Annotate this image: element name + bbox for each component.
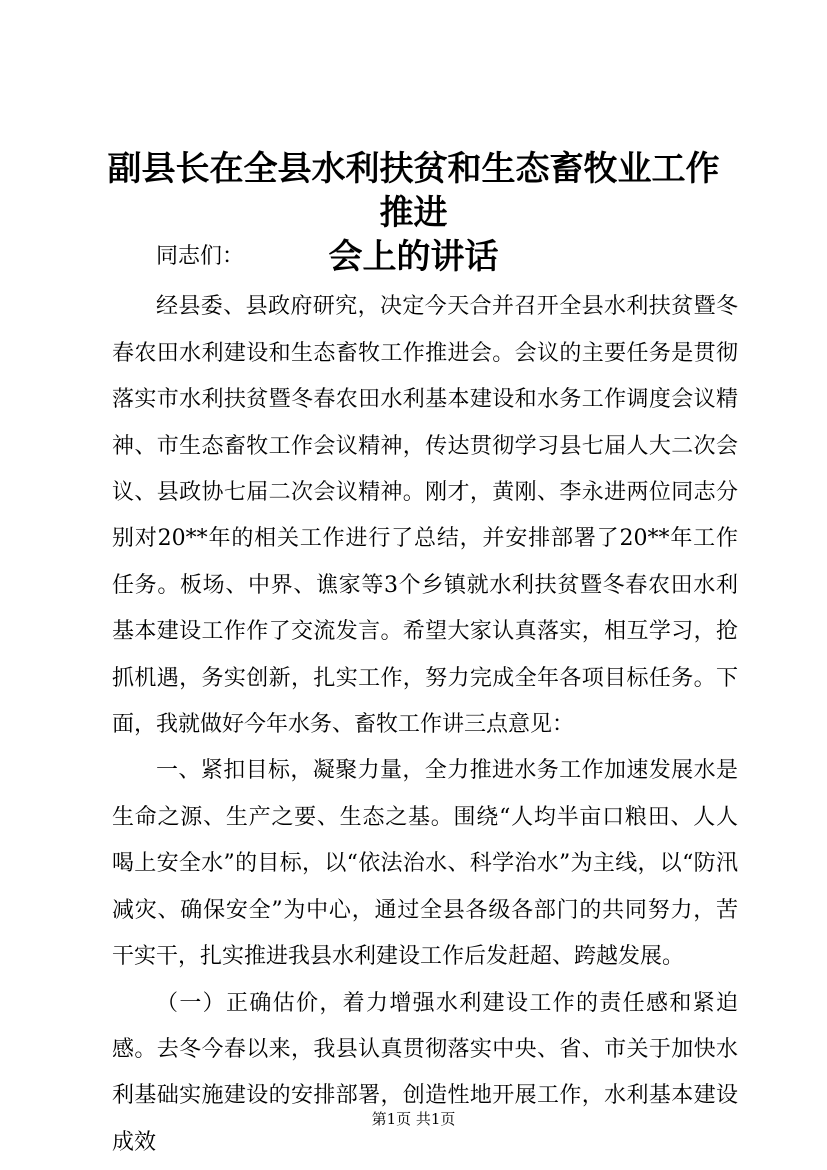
title-line-2: 会上的讲话 [328,237,499,277]
paragraph-section-1: 一、紧扣目标，凝聚力量，全力推进水务工作加速发展水是生命之源、生产之要、生态之基。围绕“人均半亩口粮田、人人喝上安全水”的目标，以“依法治水、科学治水”为主线，以“防汛减灾、确保安全”为中心，通过全县各级各部门的共同努力，苦干实干，扎实推进我县水利建设工作后发赶超、跨越发展。 [112,758,738,970]
paragraph-subsection-1: （一）正确估价，着力增强水利建设工作的责任感和紧迫感。去冬今春以来，我县认真贯彻落实中央、省、市关于加快水利基础实施建设的安排部署，创造性地开展工作，水利基本建设成效 [112,990,738,1155]
page-footer: 第1页 共1页 [371,1110,456,1128]
greeting: 同志们： [156,244,245,269]
paragraph-intro: 经县委、县政府研究，决定今天合并召开全县水利扶贫暨冬春农田水利建设和生态畜牧工作推进会。会议的主要任务是贯彻落实市水利扶贫暨冬春农田水利基本建设和水务工作调度会议精神、市生态畜牧工作会议精神，传达贯彻学习县七届人大二次会议、县政协七届二次会议精神。刚才，黄刚、李永进两位同志分别对20**年的相关工作进行了总结，并安排部署了20**年工作任务。板场、中界、谯家等3个乡镇就水利扶贫暨冬春农田水利基本建设工作作了交流发言。希望大家认真落实，相互学习，抢抓机遇，务实创新，扎实工作，努力完成全年各项目标任务。下面，我就做好今年水务、畜牧工作讲三点意见： [112,294,738,738]
title-line-1: 副县长在全县水利扶贫和生态畜牧业工作推进 [107,149,720,233]
document-body [112,234,738,1166]
